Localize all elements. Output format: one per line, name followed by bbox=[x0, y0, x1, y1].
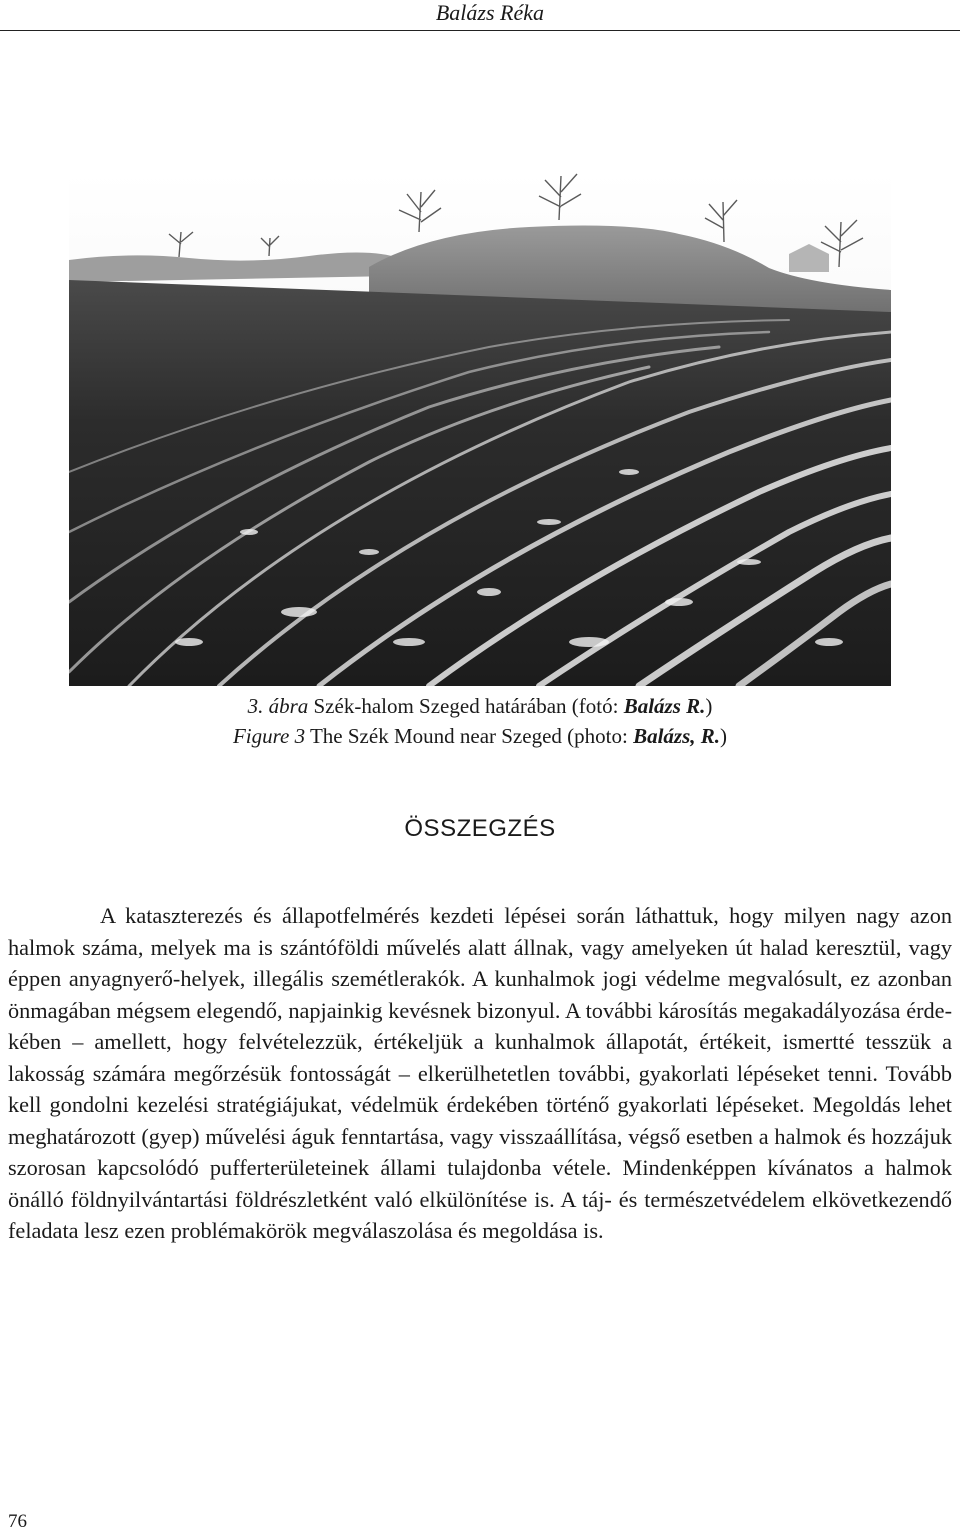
caption-en-label: Figure 3 bbox=[232, 724, 306, 748]
header-author: Balázs Réka bbox=[435, 0, 544, 25]
field-photo-illustration bbox=[69, 172, 891, 686]
section-title: ÖSSZEGZÉS bbox=[404, 815, 556, 842]
caption-en-credit: Balázs, R. bbox=[633, 724, 721, 748]
caption-hu-credit: Balázs R. bbox=[623, 694, 706, 718]
caption-en-end: ) bbox=[720, 724, 728, 748]
caption-hu-label: 3. ábra bbox=[247, 694, 309, 718]
caption-en-text: The Szék Mound near Szeged (photo: bbox=[305, 724, 634, 748]
page-number: 76 bbox=[8, 1511, 27, 1532]
summary-paragraph: A kataszterezés és állapotfelmérés kezdeti lépései során láthattuk, hogy milyen nagy azon halmok száma, melyek ma is szántóföldi művelés alatt állnak, vagy amelyeken út halad keresztül, vagy éppen anyagnyerő-helyek, illegális szemétlerakók. A kunhalmok jogi védelme megvalósult, ez azonban önmagában mégsem elegendő, napjainkig kevésnek bizonyul. A további károsítás megakadályozása érdekében – amellett, hogy felvételezzük, értékeljük a kunhalmok állapotát, értékeit, ismertté tesszük a lakosság számára megőrzésük fontosságát – elkerülhetetlen további, gyakorlati lépéseket tenni. Tovább kell gondolni kezelési stratégiájukat, védelmük érdekében történő gyakorlati lépéseket. Megoldás lehet meghatározott (gyep) művelési águk fenntartása, vagy visszaállítása, végső esetben a halmok és hozzájuk szorosan kapcsolódó pufferterületeinek állami tulajdonba vétele. Mindenképpen kívánatos a halmok önálló földnyilvántartási földrészletként való elkülönítése is. A táj- és természetvédelem elkövetkezendő feladata lesz ezen problémakörök megválaszolása és megoldása is. bbox=[8, 903, 952, 1244]
figure-photo bbox=[69, 172, 891, 686]
figure-caption-hungarian bbox=[0, 692, 960, 720]
figure-caption-english bbox=[0, 722, 960, 750]
caption-hu-end: ) bbox=[705, 694, 713, 718]
caption-hu-text: Szék-halom Szeged határában (fotó: bbox=[308, 694, 624, 718]
running-header bbox=[0, 0, 960, 31]
